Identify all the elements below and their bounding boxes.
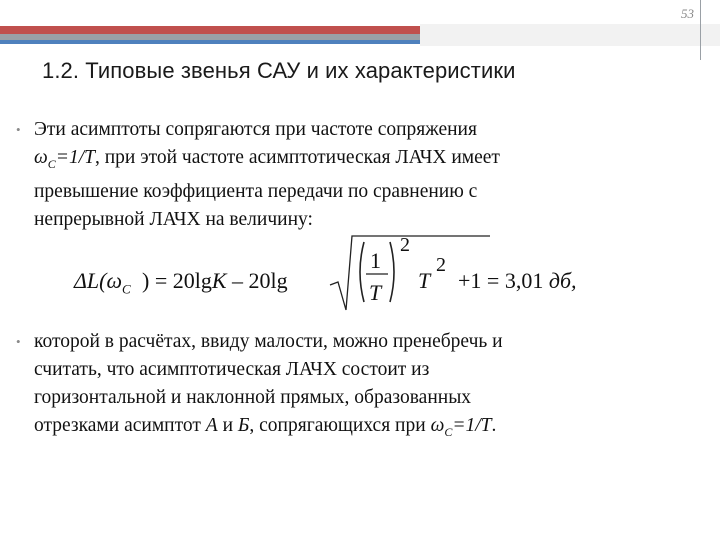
slide-title: 1.2. Типовые звенья САУ и их характеристики <box>42 58 516 83</box>
formula-denominator: T <box>369 280 382 305</box>
paragraph-2 <box>16 328 684 446</box>
formula-exponent-1: 2 <box>400 234 410 256</box>
formula-tail: +1 = 3,01 дб, <box>458 268 577 293</box>
paragraph-1-line-1: Эти асимптоты сопрягаются при частоте сопряжения <box>34 119 477 140</box>
formula-mid: ) = 20lgK – 20lg <box>142 268 288 293</box>
paragraph-2-line-4: отрезками асимптот А и Б, сопрягающихся при $\omega_C=1/T$. <box>34 415 497 439</box>
paragraph-1-line-2: $\omega_C=1/T$, при этой частоте асимптотическая ЛАЧХ имеет <box>34 147 500 171</box>
formula <box>0 230 720 320</box>
paragraph-2-line-3: горизонтальной и наклонной прямых, образованных <box>34 387 472 408</box>
page-number: 53 <box>681 6 694 21</box>
paragraph-1 <box>16 116 684 234</box>
paragraph-1-line-4: непрерывной ЛАЧХ на величину: <box>34 208 313 230</box>
header-vertical-line <box>700 0 701 60</box>
paragraph-2-line-1: которой в расчётах, ввиду малости, можно пренебречь и <box>34 331 503 352</box>
formula-delta-l: $\Delta L(\omega_C$ <box>74 268 131 297</box>
formula-radical <box>0 230 720 320</box>
bullet-icon: • <box>16 334 21 349</box>
paragraph-2-line-2: считать, что асимптотическая ЛАЧХ состоит из <box>34 359 430 380</box>
formula-numerator: 1 <box>370 248 381 273</box>
formula-exponent-2: 2 <box>436 254 446 276</box>
paragraph-1-line-3: превышение коэффициента передачи по сравнению с <box>34 180 478 202</box>
header-tab <box>420 24 720 46</box>
bullet-icon: • <box>16 122 21 137</box>
formula-t: T <box>418 268 431 293</box>
